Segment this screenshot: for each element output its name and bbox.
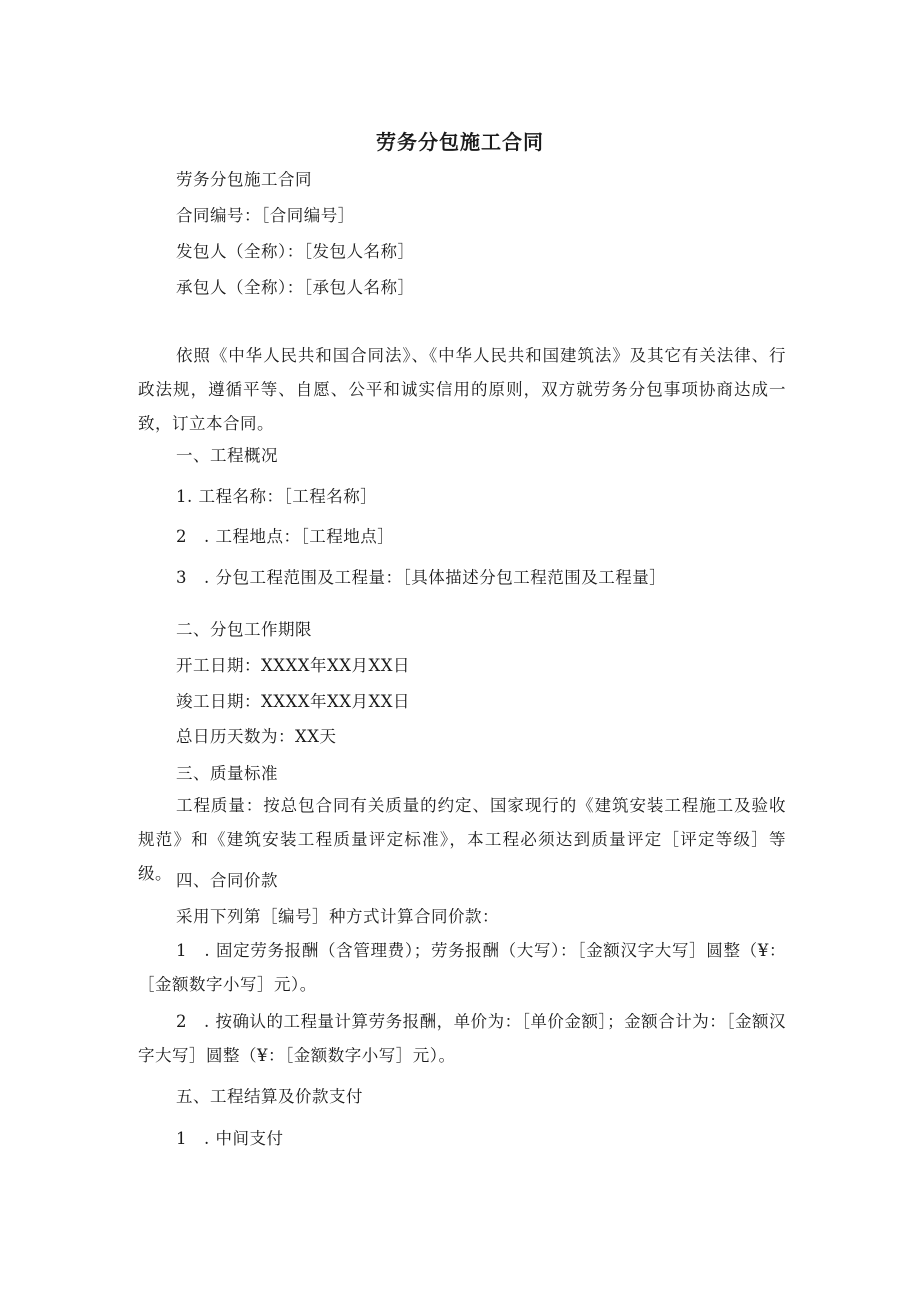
section-heading-5: 五、工程结算及价款支付 (176, 1087, 363, 1106)
interim-payment-line: 1 . 中间支付 (176, 1129, 284, 1148)
start-date-line: 开工日期：XXXX年XX月XX日 (176, 656, 410, 675)
fixed-price-paragraph: 1 . 固定劳务报酬（含管理费）；劳务报酬（大写）：［金额汉字大写］圆整（¥：［金额数字小写］元）。 (138, 941, 786, 994)
section-heading-4: 四、合同价款 (176, 871, 278, 890)
document-title: 劳务分包施工合同 (376, 130, 544, 154)
project-scope-line: 3 . 分包工程范围及工程量：［具体描述分包工程范围及工程量］ (176, 568, 667, 587)
project-location-line: 2 . 工程地点：［工程地点］ (176, 527, 395, 546)
project-name-line: 1. 工程名称：［工程名称］ (176, 487, 378, 506)
completion-date-line: 竣工日期：XXXX年XX月XX日 (176, 692, 410, 711)
section-heading-2: 二、分包工作期限 (176, 620, 312, 639)
preamble-paragraph: 依照《中华人民共和国合同法》、《中华人民共和国建筑法》及其它有关法律、行政法规，遵循平等、自愿、公平和诚实信用的原则，双方就劳务分包事项协商达成一致，订立本合同。 (138, 346, 786, 433)
employer-line: 发包人（全称）：［发包人名称］ (176, 242, 415, 261)
contract-number-line: 合同编号：［合同编号］ (176, 206, 355, 225)
pricing-method-line: 采用下列第［编号］种方式计算合同价款： (176, 907, 499, 926)
quality-paragraph: 工程质量：按总包合同有关质量的约定、国家现行的《建筑安装工程施工及验收规范》和《建筑安装工程质量评定标准》，本工程必须达到质量评定［评定等级］等级。 (138, 796, 786, 883)
subtitle-line: 劳务分包施工合同 (176, 170, 312, 189)
unit-price-paragraph: 2 . 按确认的工程量计算劳务报酬，单价为：［单价金额］；金额合计为：［金额汉字大写］圆整（¥：［金额数字小写］元）。 (138, 1012, 786, 1065)
contractor-line: 承包人（全称）：［承包人名称］ (176, 278, 415, 297)
total-days-line: 总日历天数为：XX天 (176, 727, 337, 746)
section-heading-1: 一、工程概况 (176, 446, 278, 465)
section-heading-3: 三、质量标准 (176, 764, 278, 783)
